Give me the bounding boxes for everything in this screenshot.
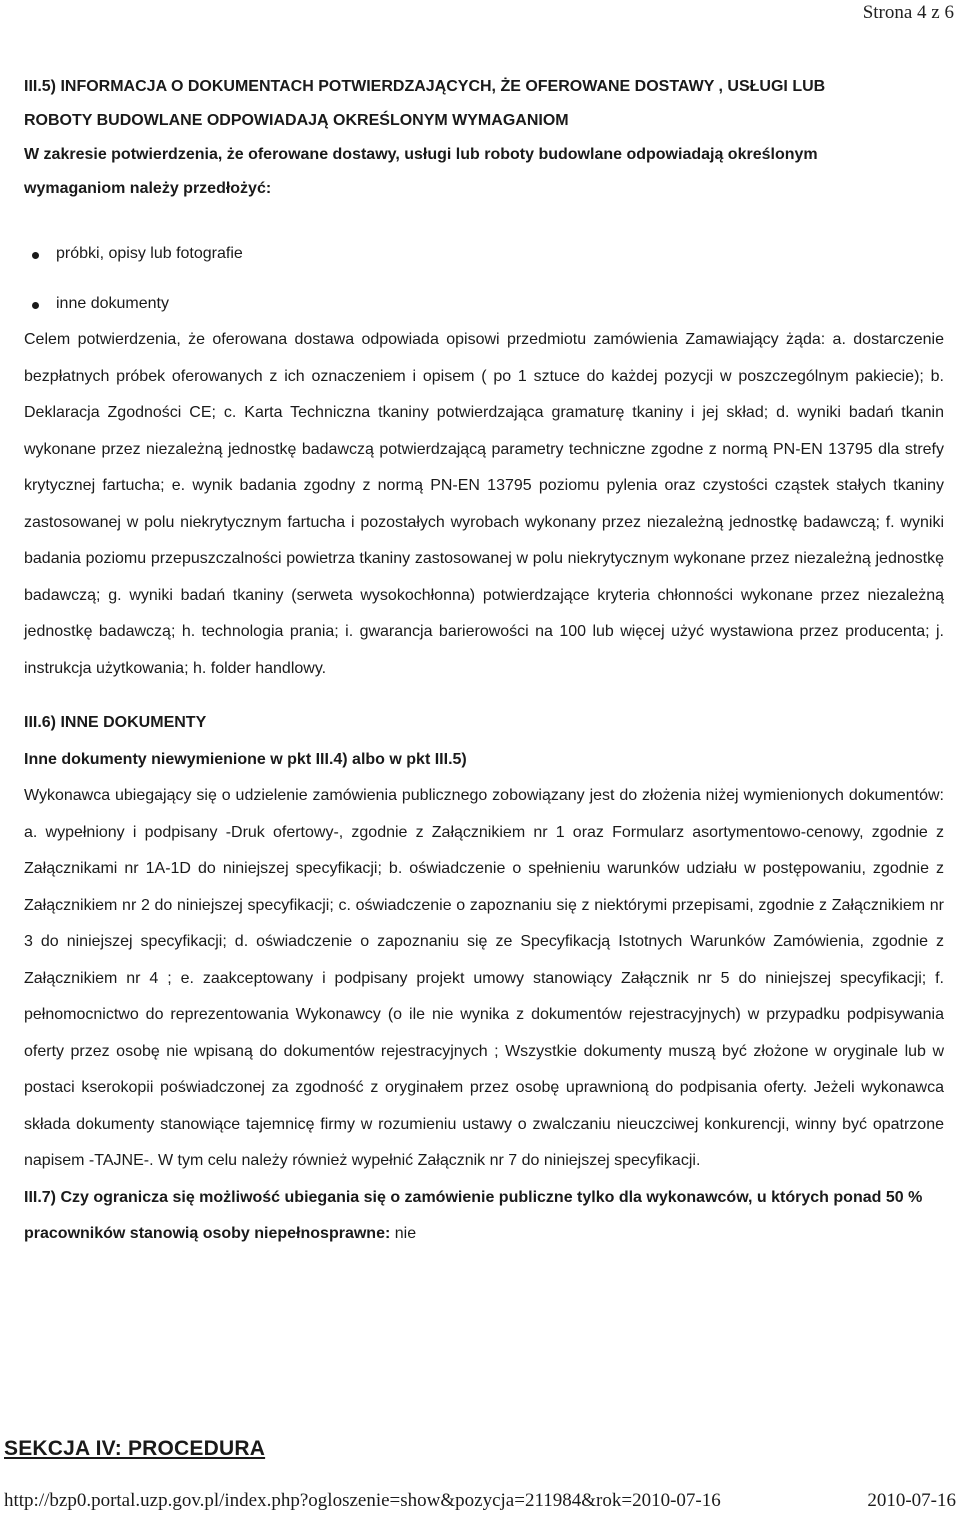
- section-4-title: SEKCJA IV: PROCEDURA: [4, 1437, 266, 1460]
- heading-line: ROBOTY BUDOWLANE ODPOWIADAJĄ OKREŚLONYM WYMAGANIOM: [24, 112, 569, 129]
- heading-line: III.5) INFORMACJA O DOKUMENTACH POTWIERDZAJĄCYCH, ŻE OFEROWANE DOSTAWY , USŁUGI LUB: [24, 78, 826, 95]
- heading-line: W zakresie potwierdzenia, że oferowane dostawy, usługi lub roboty budowlane odpowiadają określonym: [24, 146, 818, 163]
- document-content: [24, 70, 944, 1253]
- section-3-6: [24, 705, 944, 1180]
- section-3-5-heading: [24, 70, 944, 206]
- section-3-6-paragraph: Wykonawca ubiegający się o udzielenie zamówienia publicznego zobowiązany jest do złożenia niżej wymienionych dokumentów: a. wypełniony i podpisany -Druk ofertowy-, zgodnie z Załącznikiem nr 1 oraz Formularz asortymentowo-cenowy, zgodnie z Załącznikami nr 1A-1D do niniejszej specyfikacji; b. oświadczenie o spełnieniu warunków udziału w postępowaniu, zgodnie z Załącznikiem nr 2 do niniejszej specyfikacji; c. oświadczenie o zapoznaniu się z niektórymi przepisami, zgodnie z Załącznikiem nr 3 do niniejszej specyfikacji; d. oświadczenie o zapoznaniu się ze Specyfikacją Istotnych Warunków Zamówienia, zgodnie z Załącznikiem nr 4 ; e. zaakceptowany i podpisany projekt umowy stanowiący Załącznik nr 5 do niniejszej specyfikacji; f. pełnomocnictwo do reprezentowania Wykonawcy (o ile nie wynika z dokumentów rejestracyjnych) w przypadku podpisywania oferty przez osobę nie wpisaną do dokumentów rejestracyjnych ; Wszystkie dokumenty muszą być złożone w oryginale lub w postaci kserokopii poświadczonej za zgodność z oryginałem przez osobę uprawnioną do podpisania oferty. Jeżeli wykonawca składa dokumenty stanowiące tajemnicę firmy w rozumieniu ustawy o zwalczaniu nieuczciwej konkurencji, winny być opatrzone napisem -TAJNE-. W tym celu należy również wypełnić Załącznik nr 7 do niniejszej specyfikacji.: [24, 787, 944, 1169]
- document-type-list: [24, 236, 944, 322]
- section-3-6-heading: III.6) INNE DOKUMENTY: [24, 714, 207, 731]
- list-item: inne dokumenty: [24, 286, 944, 323]
- list-item: próbki, opisy lub fotografie: [24, 236, 944, 273]
- heading-line: wymaganiom należy przedłożyć:: [24, 180, 272, 197]
- section-3-5-paragraph: Celem potwierdzenia, że oferowana dostawa odpowiada opisowi przedmiotu zamówienia Zamawiający żąda: a. dostarczenie bezpłatnych próbek oferowanych z ich oznaczeniem i opisem ( po 1 sztuce do każdej pozycji w poszczególnym pakiecie); b. Deklaracja Zgodności CE; c. Karta Techniczna tkaniny potwierdzająca gramaturę tkaniny i jej skład; d. wyniki badań tkanin wykonane przez niezależną jednostkę badawczą potwierdzającą parametry techniczne zgodne z normą PN-EN 13795 dla strefy krytycznej fartucha; e. wynik badania zgodny z normą PN-EN 13795 poziomu pylenia oraz czystości cząstek stałych tkaniny zastosowanej w polu niekrytycznym fartucha i pozostałych wyrobach wykonany przez niezależną jednostkę badawczą; f. wyniki badania poziomu przepuszczalności powietrza tkaniny zastosowanej w polu niekrytycznym wykonane przez niezależną jednostkę badawczą; g. wyniki badań tkaniny (serweta wysokochłonna) potwierdzające kryteria chłonności wykonane przez niezależną jednostkę badawczą; h. technologia prania; i. gwarancja barierowości na 100 lub więcej użyć wystawiona przez producenta; j. instrukcja użytkowania; h. folder handlowy.: [24, 331, 944, 677]
- section-3-7-question: III.7) Czy ogranicza się możliwość ubiegania się o zamówienie publiczne tylko dla wykonawców, u których ponad 50 % pracowników stanowią osoby niepełnosprawne:: [24, 1188, 923, 1242]
- section-3-6-subheading: Inne dokumenty niewymienione w pkt III.4) albo w pkt III.5): [24, 750, 467, 768]
- page-number: Strona 4 z 6: [862, 2, 954, 23]
- section-3-7: [24, 1180, 944, 1253]
- footer-url: http://bzp0.portal.uzp.gov.pl/index.php?ogloszenie=show&pozycja=211984&rok=2010-07-16: [4, 1490, 721, 1511]
- footer-date: 2010-07-16: [867, 1490, 956, 1511]
- section-3-7-answer: nie: [394, 1225, 417, 1242]
